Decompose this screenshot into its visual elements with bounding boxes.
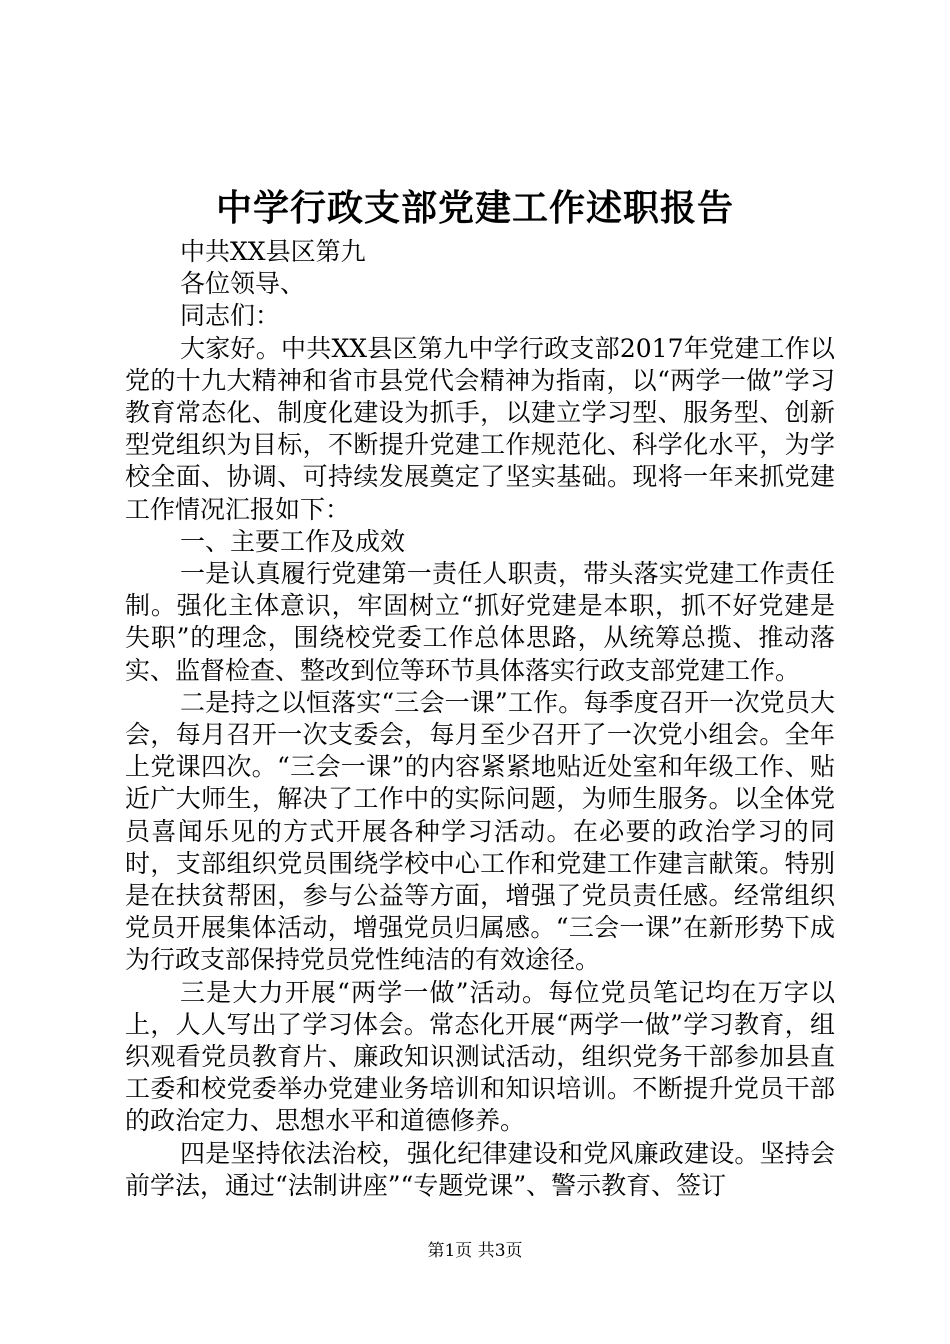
paragraph-salutation-leaders: 各位领导、 — [180, 269, 306, 299]
document-title: 中学行政支部党建工作述职报告 — [215, 187, 734, 229]
paragraph-item-two: 二是持之以恒落实“三会一课”工作。每季度召开一次党员大会，每月召开一次支委会，每月至少召开了一次党小组会。全年上党课四次。“三会一课”的内容紧紧地贴近处室和年级工作、贴近广大师生，解决了工作中的实际问题，为师生服务。以全体党员喜闻乐见的方式开展各种学习活动。在必要的政治学习的同时，支部组织党员围绕学校中心工作和党建工作建言献策。特别是在扶贫帮困，参与公益等方面，增强了党员责任感。经常组织党员开展集体活动，增强党员归属感。“三会一课”在新形势下成为行政支部保持党员党性纯洁的有效途径。 — [125, 687, 835, 975]
paragraph-salutation-comrades: 同志们： — [180, 301, 281, 331]
page-number-footer: 第1页 共3页 — [427, 1241, 523, 1261]
paragraph-intro: 大家好。中共XX县区第九中学行政支部2017年党建工作以党的十九大精神和省市县党代会精神为指南，以“两学一做”学习教育常态化、制度化建设为抓手，以建立学习型、服务型、创新型党组织为目标，不断提升党建工作规范化、科学化水平，为学校全面、协调、可持续发展奠定了坚实基础。现将一年来抓党建工作情况汇报如下： — [125, 333, 835, 524]
document-body — [125, 236, 835, 1202]
paragraph-item-three: 三是大力开展“两学一做”活动。每位党员笔记均在万字以上，人人写出了学习体会。常态化开展“两学一做”学习教育，组织观看党员教育片、廉政知识测试活动，组织党务干部参加县直工委和校党委举办党建业务培训和知识培训。不断提升党员干部的政治定力、思想水平和道德修养。 — [125, 977, 835, 1136]
section-heading-main-work: 一、主要工作及成效 — [180, 526, 406, 556]
paragraph-item-four: 四是坚持依法治校，强化纪律建设和党风廉政建设。坚持会前学法，通过“法制讲座”“专题党课”、警示教育、签订 — [125, 1138, 835, 1200]
paragraph-header-org: 中共XX县区第九 — [180, 237, 366, 266]
paragraph-item-one: 一是认真履行党建第一责任人职责，带头落实党建工作责任制。强化主体意识，牢固树立“抓好党建是本职，抓不好党建是失职”的理念，围绕校党委工作总体思路，从统筹总揽、推动落实、监督检查、整改到位等环节具体落实行政支部党建工作。 — [125, 559, 835, 685]
